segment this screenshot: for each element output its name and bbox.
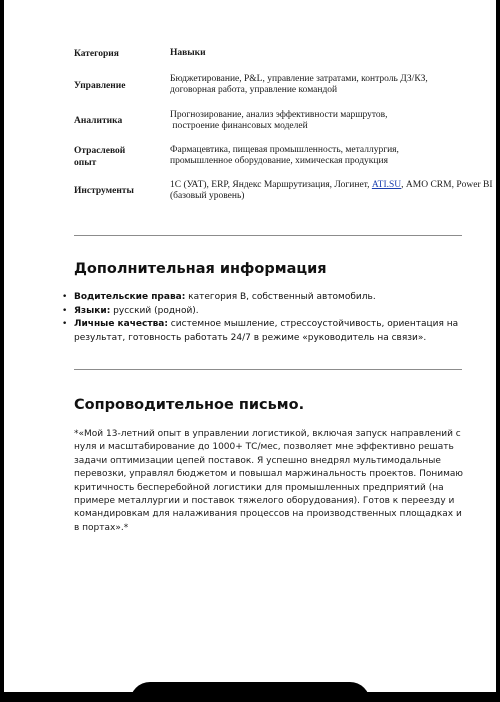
bullet-icon: • — [62, 305, 68, 316]
list-item — [62, 305, 464, 319]
cover-letter-text: *«Мой 13-летний опыт в управлении логистикой, включая запуск направлений с нуля и масштабирование до 1000+ ТС/мес, позволяет мне эффективно решать задачи оптимизации цепей поставок. Я успешно внедрял мультимодальные перевозки, управлял бюджетом и повышал маржинальность проектов. Понимаю критичность бесперебойной логистики для промышленных предприятий (на примере металлургии и поставок тяжелого оборудования). Готов к переезду и командировкам для налаживания процессов на производственных площадках и в портах».* — [74, 429, 463, 533]
skills-cell — [170, 110, 496, 132]
device-bottom-notch — [130, 682, 370, 702]
tools-text: 1С (УАТ), ERP, Яндекс Маршрутизация, Логинет, — [170, 180, 372, 190]
bullet-icon: • — [62, 319, 68, 329]
category-line: Отраслевой — [74, 146, 126, 156]
document-page — [4, 0, 496, 692]
additional-info-list — [62, 291, 464, 345]
category-cell: Аналитика — [74, 116, 123, 126]
category-cell: Управление — [74, 81, 126, 91]
cover-letter-heading: Сопроводительное письмо. — [74, 397, 305, 413]
skills-line: (базовый уровень) — [170, 191, 245, 201]
list-item — [62, 318, 464, 345]
category-cell — [74, 145, 164, 169]
item-label: Водительские права: — [74, 292, 186, 302]
item-text: категория B, собственный автомобиль. — [185, 292, 376, 302]
skills-line — [170, 180, 496, 191]
skills-cell — [170, 74, 496, 96]
bullet-icon: • — [62, 292, 68, 302]
skills-line: промышленное оборудование, химическая продукция — [170, 156, 388, 166]
category-line: опыт — [74, 158, 97, 168]
skills-cell — [170, 145, 496, 167]
list-item — [62, 291, 464, 305]
ati-su-link[interactable]: ATI.SU — [371, 180, 402, 190]
additional-info-heading: Дополнительная информация — [74, 261, 327, 277]
skills-column-header: Навыки — [170, 48, 206, 58]
skills-line: Фармацевтика, пищевая промышленность, металлургия, — [170, 145, 399, 155]
section-divider — [74, 235, 462, 236]
item-text: русский (родной). — [110, 305, 199, 316]
section-divider — [74, 369, 462, 370]
item-label: Личные качества: — [74, 319, 168, 329]
skills-line: договорная работа, управление командой — [170, 85, 338, 95]
item-text: системное мышление, стрессоустойчивость, ориентация на результат, готовность работать 24/7 в режиме «руководитель на связи». — [74, 319, 459, 343]
category-cell: Инструменты — [74, 186, 134, 196]
skills-line: Прогнозирование, анализ эффективности маршрутов, — [170, 110, 388, 120]
skills-line: построение финансовых моделей — [170, 121, 308, 131]
skills-line: Бюджетирование, P&L, управление затратами, контроль ДЗ/КЗ, — [170, 74, 428, 84]
tools-text: , АМО CRM, Power BI — [401, 180, 493, 190]
category-column-header: Категория — [74, 49, 119, 59]
item-label: Языки: — [74, 305, 111, 316]
skills-cell — [170, 180, 496, 202]
